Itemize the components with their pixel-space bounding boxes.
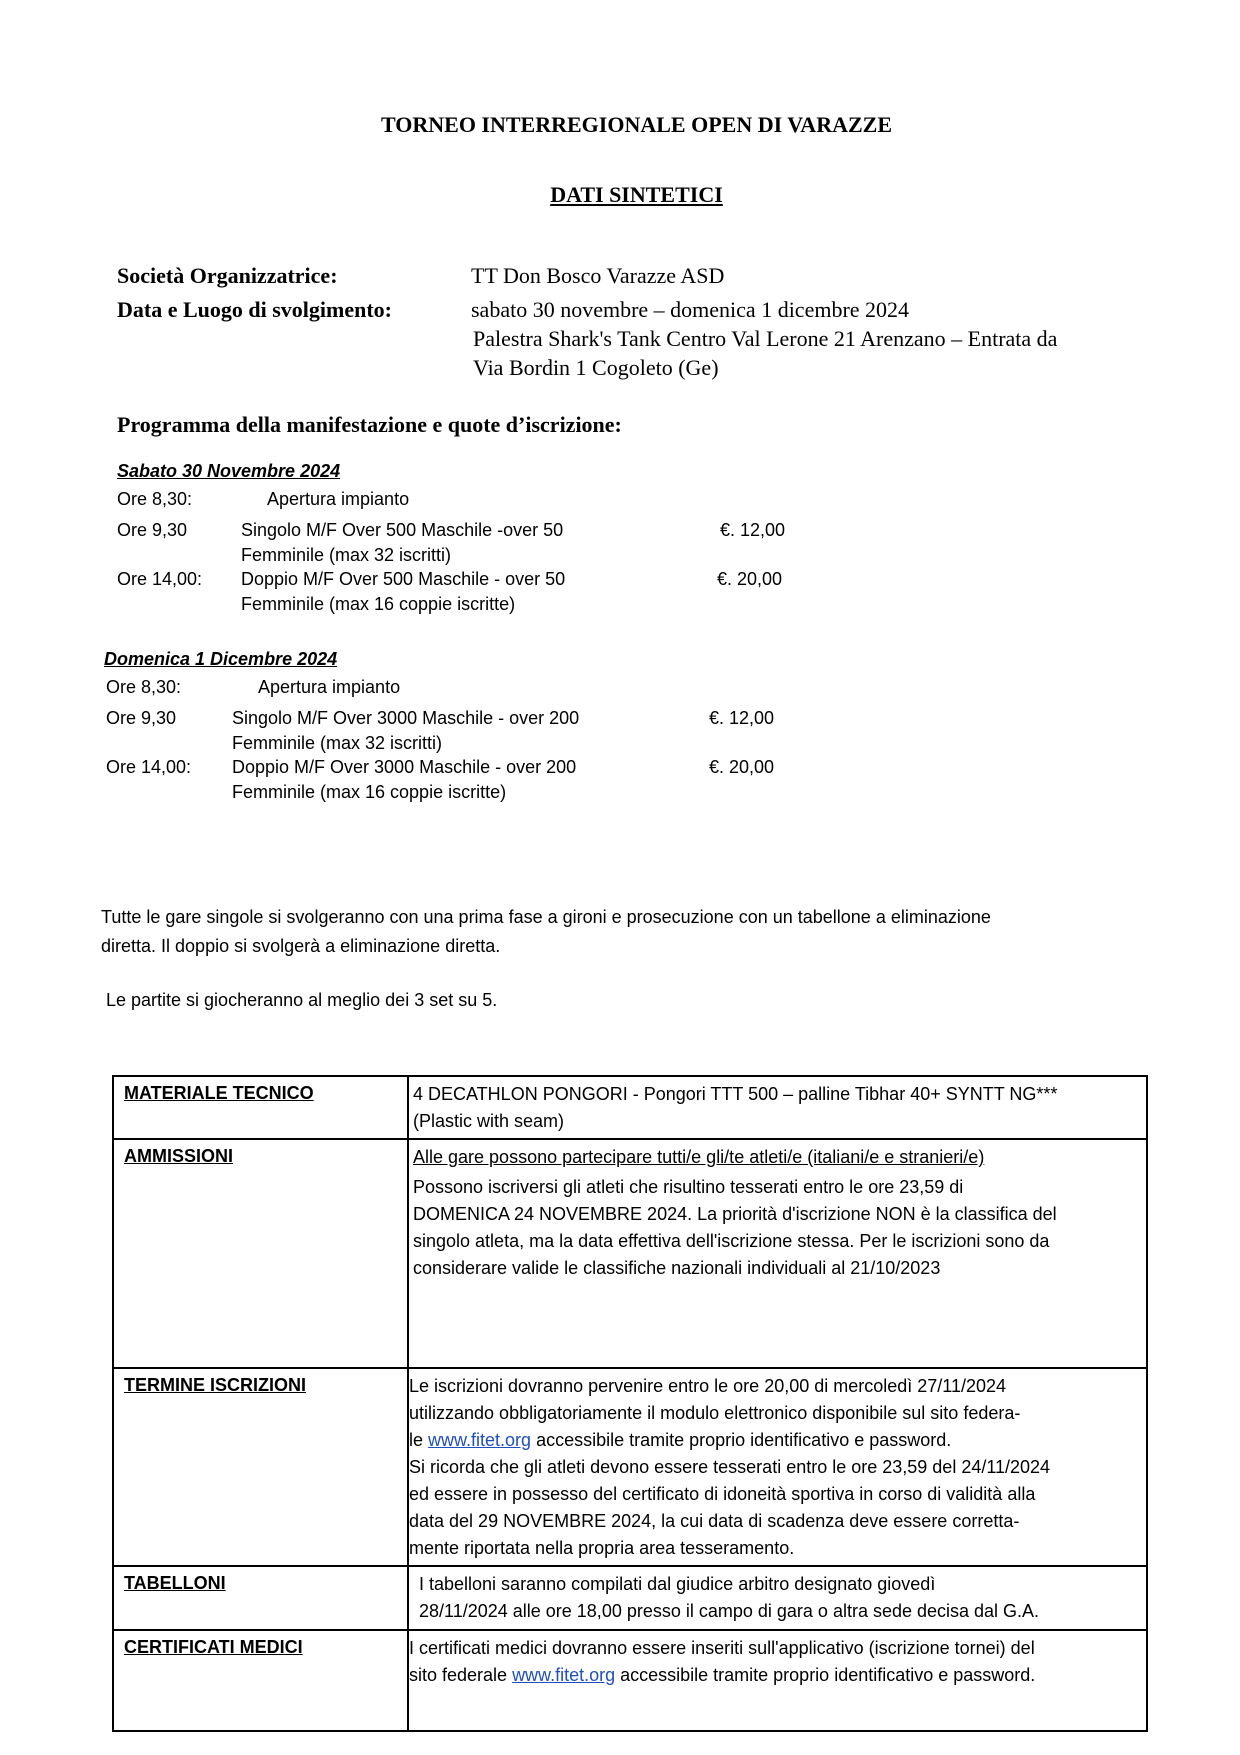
schedule-time: Ore 14,00: [106, 757, 192, 777]
materiale-label: MATERIALE TECNICO [113, 1076, 408, 1139]
termine-line-4: Si ricorda che gli atleti devono essere tesserati entro le ore 23,59 del 24/11/2024 [409, 1457, 1051, 1477]
organizer-value: TT Don Bosco Varazze ASD [471, 263, 725, 288]
schedule-fee: €. 12,00 [709, 708, 775, 728]
termine-content [408, 1368, 1147, 1566]
ammissioni-label: AMMISSIONI [113, 1139, 408, 1368]
document-subtitle [0, 182, 1240, 208]
format-sets: Le partite si giocheranno al meglio dei 3 set su 5. [106, 990, 498, 1010]
format-line-2: diretta. Il doppio si svolgerà a eliminazione diretta. [101, 936, 501, 956]
termine-line-2: utilizzando obbligatoriamente il modulo elettronico disponibile sul sito federa- [409, 1403, 1021, 1423]
table-row [113, 1566, 1147, 1630]
document-subtitle-text: DATI SINTETICI [550, 182, 723, 207]
materiale-content [408, 1076, 1147, 1139]
schedule-time: Ore 8,30: [106, 677, 182, 697]
termine-line-3-suffix: accessibile tramite proprio identificativo e password. [531, 1430, 952, 1450]
schedule-event-detail: Femminile (max 32 iscritti) [241, 545, 452, 565]
certificati-line-1: I certificati medici dovranno essere inseriti sull'applicativo (iscrizione tornei) del [409, 1638, 1035, 1658]
certificati-line-2 [409, 1662, 1136, 1689]
schedule-event: Apertura impianto [267, 489, 410, 509]
termine-line-1: Le iscrizioni dovranno pervenire entro le ore 20,00 di mercoledì 27/11/2024 [409, 1376, 1007, 1396]
ammissioni-content [408, 1139, 1147, 1368]
date-label: Data e Luogo di svolgimento: [117, 297, 392, 322]
schedule-time: Ore 8,30: [117, 489, 193, 509]
termine-label: TERMINE ISCRIZIONI [113, 1368, 408, 1566]
ammissioni-line-3: DOMENICA 24 NOVEMBRE 2024. La priorità d'iscrizione NON è la classifica del [413, 1204, 1057, 1224]
termine-line-7: mente riportata nella propria area tesseramento. [409, 1538, 795, 1558]
table-row [113, 1139, 1147, 1368]
certificati-content [408, 1630, 1147, 1731]
tabelloni-content [408, 1566, 1147, 1630]
venue-line-2: Via Bordin 1 Cogoleto (Ge) [473, 355, 719, 380]
termine-line-5: ed essere in possesso del certificato di idoneità sportiva in corso di validità alla [409, 1484, 1036, 1504]
schedule-time: Ore 14,00: [117, 569, 203, 589]
termine-line-3-prefix: le [409, 1430, 429, 1450]
program-heading: Programma della manifestazione e quote d’iscrizione: [117, 412, 622, 437]
table-row [113, 1076, 1147, 1139]
schedule-fee: €. 20,00 [709, 757, 775, 777]
table-row [113, 1368, 1147, 1566]
date-value: sabato 30 novembre – domenica 1 dicembre 2024 [471, 297, 910, 322]
tabelloni-label: TABELLONI [113, 1566, 408, 1630]
tabelloni-line-2: 28/11/2024 alle ore 18,00 presso il campo di gara o altra sede decisa dal G.A. [419, 1601, 1040, 1621]
schedule-event: Singolo M/F Over 500 Maschile -over 50 [241, 520, 564, 540]
sunday-heading: Domenica 1 Dicembre 2024 [104, 649, 338, 669]
termine-line-3 [409, 1427, 1136, 1454]
ammissioni-line-5: considerare valide le classifiche nazionali individuali al 21/10/2023 [413, 1258, 941, 1278]
document-title: TORNEO INTERREGIONALE OPEN DI VARAZZE [380, 112, 892, 137]
schedule-event: Doppio M/F Over 500 Maschile - over 50 [241, 569, 566, 589]
venue-line-1: Palestra Shark's Tank Centro Val Lerone 21 Arenzano – Entrata da [473, 326, 1058, 351]
schedule-event: Apertura impianto [258, 677, 401, 697]
certificati-line-2-suffix: accessibile tramite proprio identificativo e password. [615, 1665, 1036, 1685]
table-row [113, 1630, 1147, 1731]
ammissioni-line-2: Possono iscriversi gli atleti che risultino tesserati entro le ore 23,59 di [413, 1177, 964, 1197]
organizer-label: Società Organizzatrice: [117, 263, 338, 288]
schedule-event-detail: Femminile (max 16 coppie iscritte) [232, 782, 507, 802]
tabelloni-line-1: I tabelloni saranno compilati dal giudice arbitro designato giovedì [419, 1574, 936, 1594]
format-line-1: Tutte le gare singole si svolgeranno con una prima fase a gironi e prosecuzione con un tabellone a eliminazione [101, 907, 991, 927]
fitet-link[interactable]: www.fitet.org [428, 1430, 532, 1450]
ammissioni-line-1: Alle gare possono partecipare tutti/e gli/te atleti/e (italiani/e e stranieri/e) [413, 1147, 985, 1167]
rules-table [112, 1075, 1148, 1732]
schedule-time: Ore 9,30 [106, 708, 177, 728]
schedule-event: Singolo M/F Over 3000 Maschile - over 200 [232, 708, 580, 728]
schedule-fee: €. 20,00 [717, 569, 783, 589]
schedule-event-detail: Femminile (max 32 iscritti) [232, 733, 443, 753]
certificati-label: CERTIFICATI MEDICI [113, 1630, 408, 1731]
schedule-event-detail: Femminile (max 16 coppie iscritte) [241, 594, 516, 614]
saturday-heading: Sabato 30 Novembre 2024 [117, 461, 341, 481]
materiale-line-1: 4 DECATHLON PONGORI - Pongori TTT 500 – palline Tibhar 40+ SYNTT NG*** [413, 1084, 1058, 1104]
schedule-time: Ore 9,30 [117, 520, 188, 540]
schedule-event: Doppio M/F Over 3000 Maschile - over 200 [232, 757, 577, 777]
materiale-line-2: (Plastic with seam) [413, 1111, 565, 1131]
ammissioni-line-4: singolo atleta, ma la data effettiva dell'iscrizione stessa. Per le iscrizioni sono da [413, 1231, 1050, 1251]
certificati-line-2-prefix: sito federale [409, 1665, 513, 1685]
schedule-fee: €. 12,00 [720, 520, 786, 540]
termine-line-6: data del 29 NOVEMBRE 2024, la cui data di scadenza deve essere corretta- [409, 1511, 1020, 1531]
fitet-link[interactable]: www.fitet.org [512, 1665, 616, 1685]
